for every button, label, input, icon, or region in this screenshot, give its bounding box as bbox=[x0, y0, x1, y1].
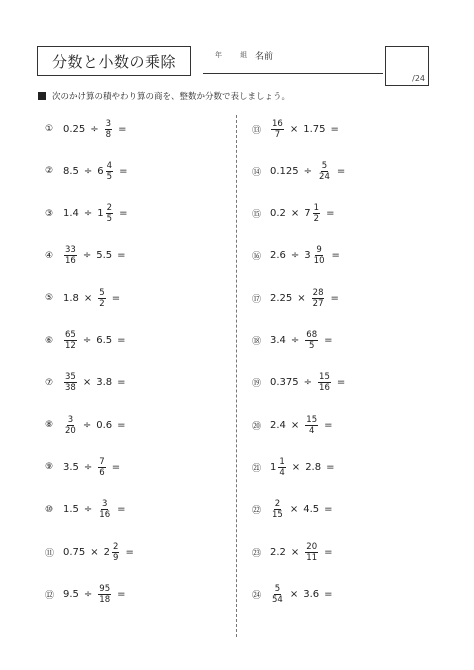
operator-sign: ÷ bbox=[82, 419, 92, 431]
problem-item bbox=[45, 116, 131, 142]
equals-sign: = bbox=[111, 461, 121, 473]
fraction bbox=[98, 288, 105, 309]
fraction-numerator: 15 bbox=[306, 414, 318, 425]
operand-decimal: 3.4 bbox=[270, 335, 286, 346]
problem-number: ⑧ bbox=[45, 420, 54, 431]
problem-item bbox=[45, 158, 132, 184]
fraction-denominator: 5 bbox=[106, 214, 113, 225]
worksheet-title: 分数と小数の乗除 bbox=[37, 46, 191, 76]
fraction-numerator: 3 bbox=[102, 499, 108, 510]
fraction bbox=[106, 203, 113, 224]
operator-sign: × bbox=[290, 419, 300, 431]
equals-sign: = bbox=[117, 335, 126, 346]
operator-sign: × bbox=[297, 292, 306, 304]
fraction bbox=[305, 542, 318, 563]
fraction bbox=[313, 245, 326, 266]
fraction-numerator: 5 bbox=[274, 583, 281, 594]
equals-sign: = bbox=[336, 165, 346, 177]
instruction-text: 次のかけ算の積やわり算の商を、整数か分数で表しましょう。 bbox=[52, 92, 291, 102]
problem-item bbox=[252, 285, 344, 311]
problem-number: ② bbox=[45, 166, 54, 177]
fraction-numerator: 16 bbox=[272, 118, 283, 129]
mixed-whole-part: 1 bbox=[270, 461, 277, 473]
year-label: 年 bbox=[215, 51, 222, 59]
equals-sign: = bbox=[330, 123, 339, 135]
operand-decimal: 0.375 bbox=[270, 377, 299, 389]
operator-sign: × bbox=[291, 461, 301, 473]
fraction-numerator: 2 bbox=[106, 203, 113, 214]
fraction-numerator: 35 bbox=[65, 372, 76, 383]
operator-sign: ÷ bbox=[83, 208, 93, 220]
fraction-numerator: 1 bbox=[313, 203, 320, 214]
operator-sign: × bbox=[290, 546, 300, 558]
problem-number: ⑱ bbox=[252, 337, 262, 347]
score-box bbox=[385, 46, 429, 86]
operator-sign: ÷ bbox=[303, 165, 313, 177]
operator-sign: ÷ bbox=[83, 165, 93, 177]
fraction-denominator: 5 bbox=[309, 341, 315, 351]
equals-sign: = bbox=[324, 546, 333, 558]
fraction bbox=[271, 584, 284, 605]
operand-decimal: 1.5 bbox=[63, 504, 79, 516]
problem-number: ⑳ bbox=[252, 421, 262, 432]
fraction-denominator: 16 bbox=[319, 383, 330, 394]
problem-item bbox=[252, 412, 338, 438]
operator-sign: ÷ bbox=[83, 461, 93, 473]
operand-decimal: 2.4 bbox=[270, 419, 286, 431]
fraction bbox=[271, 499, 284, 520]
operator-sign: × bbox=[289, 123, 299, 135]
fraction-denominator: 5 bbox=[106, 171, 113, 182]
operand-decimal: 3.6 bbox=[303, 588, 320, 600]
fraction-numerator: 5 bbox=[321, 160, 328, 171]
fraction bbox=[278, 457, 285, 478]
column-divider bbox=[236, 115, 237, 637]
problem-item bbox=[45, 412, 131, 438]
operand-decimal: 2.8 bbox=[305, 461, 322, 473]
fraction-denominator: 4 bbox=[309, 425, 315, 436]
problem-item bbox=[45, 285, 125, 311]
fraction-numerator: 15 bbox=[319, 372, 330, 383]
problem-item bbox=[45, 243, 131, 269]
operator-sign: ÷ bbox=[90, 123, 99, 135]
fraction-denominator: 4 bbox=[279, 467, 285, 478]
problem-number: ⑬ bbox=[252, 125, 262, 136]
problem-item bbox=[252, 454, 339, 480]
fraction bbox=[318, 372, 331, 393]
operand-decimal: 2.25 bbox=[270, 292, 293, 304]
equals-sign: = bbox=[326, 208, 335, 220]
fraction-denominator: 15 bbox=[272, 510, 283, 521]
operand-decimal: 0.75 bbox=[63, 546, 86, 558]
fraction bbox=[98, 457, 105, 478]
equals-sign: = bbox=[117, 419, 126, 431]
equals-sign: = bbox=[117, 377, 126, 389]
problem-number: ⑩ bbox=[45, 504, 54, 515]
fraction-denominator: 18 bbox=[99, 594, 111, 605]
operand-decimal: 9.5 bbox=[63, 588, 79, 600]
class-label: 組 bbox=[240, 51, 248, 59]
fraction-denominator: 9 bbox=[113, 552, 119, 563]
fraction-numerator: 3 bbox=[67, 414, 74, 425]
operand-decimal: 0.6 bbox=[96, 419, 113, 431]
operand-decimal: 1.8 bbox=[63, 292, 79, 304]
operand-decimal: 2.6 bbox=[270, 250, 286, 262]
problem-number: ⑫ bbox=[45, 590, 55, 601]
fraction-numerator: 65 bbox=[65, 330, 76, 340]
instruction bbox=[38, 90, 290, 102]
operator-sign: ÷ bbox=[290, 335, 300, 346]
equals-sign: = bbox=[324, 419, 333, 431]
fraction-denominator: 16 bbox=[99, 510, 111, 521]
problem-item bbox=[45, 201, 132, 227]
problem-number: ⑲ bbox=[252, 379, 262, 390]
operand-decimal: 3.8 bbox=[96, 377, 113, 389]
mixed-whole-part: 1 bbox=[97, 208, 104, 220]
fraction-denominator: 11 bbox=[306, 552, 318, 563]
problem-item bbox=[252, 581, 338, 607]
equals-sign: = bbox=[118, 123, 127, 135]
equals-sign: = bbox=[119, 165, 128, 177]
fraction-denominator: 16 bbox=[65, 256, 76, 267]
problem-number: ① bbox=[45, 124, 54, 134]
fraction-numerator: 28 bbox=[312, 287, 324, 298]
problem-number: ㉒ bbox=[252, 506, 262, 517]
fraction bbox=[305, 415, 318, 436]
fraction-denominator: 12 bbox=[65, 341, 76, 351]
operator-sign: × bbox=[289, 588, 299, 600]
problem-number: ⑥ bbox=[45, 335, 54, 346]
problem-item bbox=[252, 497, 338, 523]
problem-number: ⑪ bbox=[45, 548, 55, 559]
operand-decimal: 1.4 bbox=[63, 208, 79, 220]
problem-number: ⑤ bbox=[45, 293, 54, 304]
problem-item bbox=[252, 539, 338, 565]
fraction-numerator: 68 bbox=[306, 330, 318, 340]
problem-item bbox=[45, 328, 131, 354]
score-total: /24 bbox=[412, 74, 425, 83]
operator-sign: ÷ bbox=[83, 504, 93, 516]
problem-number: ⑭ bbox=[252, 167, 262, 178]
mixed-whole-part: 6 bbox=[97, 165, 104, 177]
equals-sign: = bbox=[324, 335, 333, 346]
problem-item bbox=[45, 370, 131, 396]
fraction-denominator: 2 bbox=[99, 298, 105, 309]
name-label: 名前 bbox=[255, 52, 274, 62]
fraction-numerator: 7 bbox=[99, 456, 105, 467]
operator-sign: ÷ bbox=[82, 250, 92, 262]
mixed-whole-part: 3 bbox=[304, 250, 311, 262]
problem-item bbox=[252, 370, 350, 396]
problem-number: ㉔ bbox=[252, 590, 262, 601]
operand-decimal: 4.5 bbox=[303, 504, 320, 516]
fraction-denominator: 24 bbox=[319, 171, 330, 182]
operator-sign: ÷ bbox=[82, 335, 92, 346]
fraction-denominator: 38 bbox=[65, 383, 76, 394]
fraction bbox=[98, 584, 111, 605]
fraction bbox=[64, 415, 77, 436]
fraction bbox=[98, 499, 111, 520]
operand-decimal: 0.125 bbox=[270, 165, 299, 177]
fraction-numerator: 1 bbox=[279, 456, 285, 467]
operator-sign: × bbox=[289, 504, 299, 516]
fraction-denominator: 10 bbox=[313, 256, 325, 267]
fraction bbox=[305, 330, 318, 351]
equals-sign: = bbox=[324, 504, 333, 516]
equals-sign: = bbox=[330, 292, 339, 304]
problem-item bbox=[45, 497, 131, 523]
operand-decimal: 0.25 bbox=[63, 123, 86, 135]
mixed-whole-part: 2 bbox=[103, 546, 111, 558]
fraction-numerator: 5 bbox=[99, 287, 105, 298]
problem-item bbox=[252, 116, 344, 142]
problem-number: ⑦ bbox=[45, 377, 54, 388]
fraction-numerator: 4 bbox=[106, 160, 113, 171]
fraction-denominator: 54 bbox=[272, 594, 283, 605]
operator-sign: × bbox=[90, 546, 99, 558]
fraction-denominator: 8 bbox=[105, 129, 112, 140]
operator-sign: ÷ bbox=[290, 250, 300, 262]
fraction bbox=[313, 203, 320, 224]
operand-decimal: 3.5 bbox=[63, 461, 79, 473]
problem-item bbox=[252, 328, 338, 354]
square-bullet-icon bbox=[38, 92, 46, 100]
equals-sign: = bbox=[117, 250, 126, 262]
fraction-denominator: 6 bbox=[99, 467, 105, 478]
fraction-denominator: 20 bbox=[65, 425, 76, 436]
problem-number: ⑰ bbox=[252, 294, 262, 305]
fraction bbox=[318, 161, 331, 182]
problem-number: ③ bbox=[45, 208, 54, 219]
operator-sign: × bbox=[290, 208, 300, 220]
problem-item bbox=[45, 454, 125, 480]
operand-decimal: 6.5 bbox=[96, 335, 113, 346]
problem-item bbox=[45, 539, 139, 565]
problem-item bbox=[252, 201, 339, 227]
operator-sign: ÷ bbox=[303, 377, 313, 389]
operator-sign: ÷ bbox=[83, 588, 93, 600]
name-line bbox=[203, 73, 383, 74]
equals-sign: = bbox=[111, 292, 121, 304]
equals-sign: = bbox=[119, 208, 128, 220]
fraction-denominator: 2 bbox=[313, 214, 320, 225]
operator-sign: × bbox=[82, 377, 92, 389]
fraction bbox=[106, 161, 113, 182]
problem-item bbox=[252, 243, 345, 269]
fraction bbox=[64, 245, 77, 266]
equals-sign: = bbox=[125, 546, 134, 558]
fraction-numerator: 3 bbox=[105, 118, 112, 129]
operand-decimal: 5.5 bbox=[96, 250, 113, 262]
fraction-numerator: 2 bbox=[274, 499, 281, 510]
problem-number: ㉓ bbox=[252, 548, 262, 559]
fraction bbox=[64, 330, 77, 351]
fraction-numerator: 9 bbox=[316, 245, 322, 256]
problem-number: ④ bbox=[45, 250, 54, 261]
operand-decimal: 1.75 bbox=[303, 123, 326, 135]
problem-number: ⑨ bbox=[45, 462, 54, 473]
operand-decimal: 8.5 bbox=[63, 165, 79, 177]
equals-sign: = bbox=[331, 250, 340, 262]
name-area bbox=[203, 46, 383, 76]
problem-item bbox=[45, 581, 131, 607]
operator-sign: × bbox=[83, 292, 93, 304]
equals-sign: = bbox=[117, 588, 126, 600]
fraction-numerator: 95 bbox=[99, 583, 111, 594]
fraction-denominator: 7 bbox=[274, 129, 281, 140]
equals-sign: = bbox=[326, 461, 335, 473]
fraction-numerator: 20 bbox=[306, 541, 318, 552]
equals-sign: = bbox=[336, 377, 346, 389]
mixed-whole-part: 7 bbox=[304, 208, 311, 220]
operand-decimal: 0.2 bbox=[270, 208, 286, 220]
equals-sign: = bbox=[117, 504, 126, 516]
operand-decimal: 2.2 bbox=[270, 546, 286, 558]
problem-number: ㉑ bbox=[252, 463, 262, 474]
fraction bbox=[312, 288, 325, 309]
fraction bbox=[64, 372, 77, 393]
fraction bbox=[112, 542, 119, 563]
fraction-numerator: 2 bbox=[113, 541, 119, 552]
fraction-denominator: 27 bbox=[312, 298, 324, 309]
fraction bbox=[271, 119, 284, 140]
problem-number: ⑯ bbox=[252, 252, 262, 263]
problem-item bbox=[252, 158, 350, 184]
fraction bbox=[105, 119, 112, 140]
fraction-numerator: 33 bbox=[65, 245, 76, 256]
equals-sign: = bbox=[324, 588, 333, 600]
problem-number: ⑮ bbox=[252, 210, 262, 221]
